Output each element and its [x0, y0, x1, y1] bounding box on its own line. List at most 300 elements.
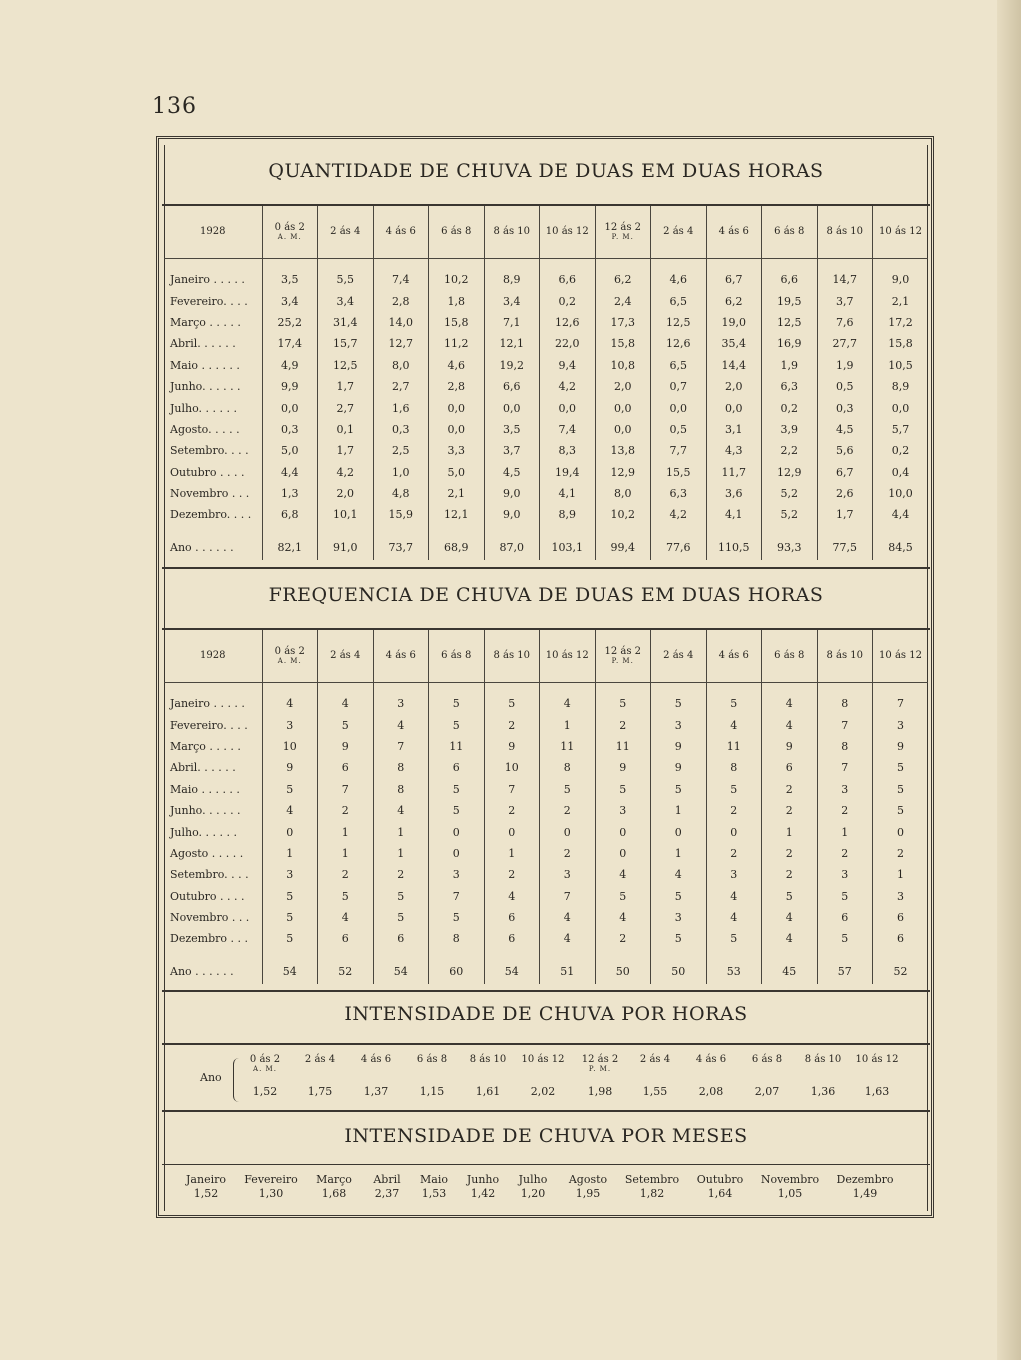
column-header — [595, 630, 651, 683]
intensity-hour-value: 2,08 — [698, 1085, 724, 1098]
data-cell: 2,0 — [706, 376, 762, 397]
data-cell: 0,0 — [873, 397, 929, 418]
data-cell: 9,0 — [484, 504, 540, 525]
data-cell: 7,1 — [484, 312, 540, 333]
data-cell: 3 — [540, 864, 596, 885]
data-cell: 4 — [318, 907, 374, 928]
data-cell: 0,2 — [762, 397, 818, 418]
data-cell: 10,8 — [595, 355, 651, 376]
data-cell: 2,4 — [595, 290, 651, 311]
data-cell: 4 — [484, 886, 540, 907]
data-cell: 0,0 — [484, 397, 540, 418]
data-cell: 9,9 — [262, 376, 318, 397]
data-cell: 1,7 — [318, 440, 374, 461]
intensity-month-value: 2,37 — [374, 1187, 400, 1200]
data-cell: 6 — [873, 907, 929, 928]
data-cell: 0,7 — [651, 376, 707, 397]
spacer-cell — [595, 526, 651, 536]
intensity-month-value: 1,53 — [421, 1187, 447, 1200]
data-cell: 5 — [429, 693, 485, 714]
data-cell: 0,0 — [429, 397, 485, 418]
column-header-label: 4 ás 6 — [718, 649, 749, 661]
data-cell: 19,5 — [762, 290, 818, 311]
data-cell: 5,6 — [817, 440, 873, 461]
divider — [162, 1164, 930, 1165]
header-row — [164, 206, 928, 259]
spacer-cell — [873, 950, 929, 960]
month-label: Junho. . . . . . — [170, 804, 241, 818]
data-cell: 4 — [762, 907, 818, 928]
data-cell: 4,8 — [373, 483, 429, 504]
data-cell: 0,1 — [318, 419, 374, 440]
intensity-month-label: Agosto — [568, 1173, 608, 1186]
intensity-hour-column — [237, 1054, 293, 1098]
data-cell: 5 — [651, 693, 707, 714]
data-cell: 4 — [762, 928, 818, 949]
total-cell: 52 — [873, 960, 929, 984]
spacer-cell — [318, 526, 374, 536]
data-cell: 5 — [873, 800, 929, 821]
data-cell: 6,7 — [706, 269, 762, 290]
data-cell: 0,0 — [540, 397, 596, 418]
table-row — [164, 928, 928, 949]
data-cell: 17,2 — [873, 312, 929, 333]
data-cell: 4,6 — [429, 355, 485, 376]
data-cell: 4 — [595, 864, 651, 885]
data-cell: 0 — [540, 821, 596, 842]
data-cell: 1 — [651, 800, 707, 821]
data-cell: 2 — [706, 843, 762, 864]
intensity-hour-sub — [795, 1065, 851, 1077]
data-cell: 5,0 — [262, 440, 318, 461]
divider — [162, 567, 930, 569]
data-cell: 3,4 — [318, 290, 374, 311]
data-cell: 3,5 — [262, 269, 318, 290]
month-label: Dezembro . . . — [170, 932, 248, 946]
data-cell: 5,2 — [762, 504, 818, 525]
month-label: Março . . . . . — [170, 739, 241, 753]
data-cell: 6 — [873, 928, 929, 949]
data-cell: 0 — [873, 821, 929, 842]
intensity-month-label: Abril — [373, 1173, 401, 1186]
column-header — [762, 630, 818, 683]
column-header-label: 2 ás 4 — [330, 649, 361, 661]
data-cell: 12,6 — [651, 333, 707, 354]
month-label: Outubro . . . . — [170, 465, 245, 479]
intensity-hour-sub: A. M. — [253, 1065, 277, 1073]
data-cell: 4 — [318, 693, 374, 714]
data-cell: 19,4 — [540, 462, 596, 483]
total-cell: 54 — [484, 960, 540, 984]
intensity-hour-column — [515, 1054, 571, 1098]
data-cell: 5 — [318, 886, 374, 907]
total-cell: 68,9 — [429, 536, 485, 560]
data-cell: 6 — [817, 907, 873, 928]
data-cell: 8,9 — [873, 376, 929, 397]
year-label: 1928 — [164, 206, 262, 259]
intensity-hour-value: 1,37 — [363, 1085, 389, 1098]
intensity-hour-label: 2 ás 4 — [639, 1054, 671, 1065]
data-cell: 4 — [706, 886, 762, 907]
data-cell: 4,2 — [651, 504, 707, 525]
intensity-hour-sub — [348, 1065, 404, 1077]
spacer-row — [164, 259, 928, 270]
data-cell: 2,8 — [429, 376, 485, 397]
total-row — [164, 960, 928, 984]
column-header — [817, 206, 873, 259]
data-cell: 4 — [262, 800, 318, 821]
data-cell: 4,6 — [651, 269, 707, 290]
data-cell: 2,7 — [373, 376, 429, 397]
data-cell: 3 — [651, 907, 707, 928]
data-cell: 4 — [540, 693, 596, 714]
data-cell: 5,7 — [873, 419, 929, 440]
data-cell: 4,5 — [817, 419, 873, 440]
data-cell: 3 — [373, 693, 429, 714]
data-cell: 4 — [651, 864, 707, 885]
data-cell: 0 — [706, 821, 762, 842]
data-cell: 3,9 — [762, 419, 818, 440]
data-cell: 5 — [429, 907, 485, 928]
table-row — [164, 714, 928, 735]
data-cell: 3 — [262, 714, 318, 735]
data-cell: 1 — [318, 843, 374, 864]
intensity-hour-column — [739, 1054, 795, 1098]
data-cell: 3,1 — [706, 419, 762, 440]
data-cell: 0 — [484, 821, 540, 842]
total-cell: 54 — [373, 960, 429, 984]
column-header — [540, 630, 596, 683]
data-cell: 8 — [540, 757, 596, 778]
intensity-hour-sub: P. M. — [588, 1065, 612, 1073]
data-cell: 2 — [762, 864, 818, 885]
data-cell: 8,0 — [595, 483, 651, 504]
column-header — [595, 206, 651, 259]
data-cell: 7 — [484, 779, 540, 800]
table-row — [164, 355, 928, 376]
total-row — [164, 536, 928, 560]
total-label: Ano . . . . . . — [170, 965, 234, 979]
data-cell: 6,3 — [762, 376, 818, 397]
data-cell: 7 — [873, 693, 929, 714]
column-header — [762, 206, 818, 259]
total-label: Ano . . . . . . — [170, 541, 234, 555]
total-cell: 45 — [762, 960, 818, 984]
data-cell: 4 — [540, 928, 596, 949]
intensity-month-label: Novembro — [760, 1173, 820, 1186]
data-cell: 4,3 — [706, 440, 762, 461]
divider — [162, 1110, 930, 1112]
data-cell: 3,4 — [262, 290, 318, 311]
spacer-cell — [262, 526, 318, 536]
intensity-hour-value: 1,63 — [864, 1085, 890, 1098]
data-cell: 14,7 — [817, 269, 873, 290]
data-cell: 2,0 — [595, 376, 651, 397]
data-cell: 0,2 — [540, 290, 596, 311]
data-cell: 3 — [873, 886, 929, 907]
data-cell: 10,0 — [873, 483, 929, 504]
table-row — [164, 419, 928, 440]
data-cell: 7 — [373, 736, 429, 757]
data-cell: 1 — [762, 821, 818, 842]
table-row — [164, 907, 928, 928]
data-cell: 3 — [595, 800, 651, 821]
spacer-cell — [373, 259, 429, 270]
data-cell: 15,9 — [373, 504, 429, 525]
data-cell: 16,9 — [762, 333, 818, 354]
data-cell: 0,3 — [262, 419, 318, 440]
data-cell: 4,4 — [262, 462, 318, 483]
data-cell: 5 — [318, 714, 374, 735]
data-cell: 5 — [651, 886, 707, 907]
column-header-label: 10 ás 12 — [545, 649, 589, 661]
data-cell: 6,5 — [651, 290, 707, 311]
column-header-label: 6 ás 8 — [441, 225, 472, 237]
column-header — [318, 630, 374, 683]
total-cell: 103,1 — [540, 536, 596, 560]
spacer-cell — [484, 950, 540, 960]
data-cell: 6,2 — [706, 290, 762, 311]
column-header — [706, 206, 762, 259]
data-cell: 11 — [595, 736, 651, 757]
column-header-label: 12 ás 2 — [604, 222, 642, 234]
total-cell: 51 — [540, 960, 596, 984]
data-cell: 6,5 — [651, 355, 707, 376]
intensity-hour-sub — [683, 1065, 739, 1077]
spacer-cell — [540, 950, 596, 960]
spacer-cell — [873, 259, 929, 270]
data-cell: 6,2 — [595, 269, 651, 290]
month-label: Maio . . . . . . — [170, 358, 240, 372]
data-cell: 7,4 — [540, 419, 596, 440]
column-header-label: 2 ás 4 — [330, 225, 361, 237]
intensity-hour-label: 10 ás 12 — [855, 1054, 899, 1065]
table-row — [164, 693, 928, 714]
intensity-hour-value: 1,55 — [642, 1085, 668, 1098]
data-cell: 2,1 — [429, 483, 485, 504]
data-cell: 5 — [373, 886, 429, 907]
data-cell: 0,0 — [595, 397, 651, 418]
data-cell: 2 — [373, 864, 429, 885]
intensity-month-value: 1,95 — [575, 1187, 601, 1200]
data-cell: 5 — [817, 886, 873, 907]
total-cell: 77,5 — [817, 536, 873, 560]
intensity-hour-column — [849, 1054, 905, 1098]
intensity-month-label: Janeiro — [186, 1173, 226, 1186]
column-header — [873, 206, 929, 259]
intensity-hour-label: 8 ás 10 — [469, 1054, 507, 1065]
data-cell: 5 — [873, 757, 929, 778]
intensity-month-value: 1,82 — [639, 1187, 665, 1200]
data-cell: 0 — [651, 821, 707, 842]
data-cell: 6 — [373, 928, 429, 949]
data-cell: 1,7 — [817, 504, 873, 525]
month-label: Outubro . . . . — [170, 889, 245, 903]
table-row — [164, 483, 928, 504]
data-cell: 3 — [873, 714, 929, 735]
data-cell: 1,3 — [262, 483, 318, 504]
data-cell: 6,6 — [484, 376, 540, 397]
data-cell: 12,9 — [595, 462, 651, 483]
table-row — [164, 504, 928, 525]
total-cell: 54 — [262, 960, 318, 984]
data-cell: 5 — [540, 779, 596, 800]
intensity-month-column — [831, 1173, 899, 1200]
data-cell: 11 — [429, 736, 485, 757]
spacer-cell — [484, 683, 540, 694]
column-header — [484, 630, 540, 683]
spacer-cell — [762, 683, 818, 694]
intensity-hour-label: 2 ás 4 — [304, 1054, 336, 1065]
data-cell: 0 — [262, 821, 318, 842]
data-cell: 7 — [540, 886, 596, 907]
data-cell: 5 — [373, 907, 429, 928]
column-header-label: 4 ás 6 — [385, 225, 416, 237]
spacer-cell — [373, 526, 429, 536]
month-label: Dezembro. . . . — [170, 508, 252, 522]
data-cell: 0,0 — [706, 397, 762, 418]
data-cell: 13,8 — [595, 440, 651, 461]
divider — [162, 990, 930, 992]
intensity-hour-sub — [627, 1065, 683, 1077]
data-cell: 4,4 — [873, 504, 929, 525]
column-header-label: 4 ás 6 — [385, 649, 416, 661]
table-row — [164, 376, 928, 397]
data-cell: 5 — [429, 800, 485, 821]
data-cell: 2,2 — [762, 440, 818, 461]
data-cell: 0 — [429, 843, 485, 864]
intensidade-horas-row-label: Ano — [200, 1071, 222, 1084]
data-cell: 7 — [817, 757, 873, 778]
column-header — [540, 206, 596, 259]
data-cell: 8,3 — [540, 440, 596, 461]
intensity-month-label: Julho — [518, 1173, 548, 1186]
data-cell: 8 — [373, 779, 429, 800]
column-header-label: 8 ás 10 — [826, 225, 864, 237]
data-cell: 2 — [318, 800, 374, 821]
intensity-month-label: Setembro — [624, 1173, 680, 1186]
intensity-hour-column — [292, 1054, 348, 1098]
data-cell: 11,2 — [429, 333, 485, 354]
data-cell: 2,8 — [373, 290, 429, 311]
data-cell: 7,6 — [817, 312, 873, 333]
data-cell: 15,8 — [595, 333, 651, 354]
column-header — [373, 206, 429, 259]
spacer-cell — [762, 950, 818, 960]
data-cell: 2 — [540, 843, 596, 864]
column-header — [429, 206, 485, 259]
month-label: Agosto. . . . . — [170, 422, 240, 436]
total-cell: 50 — [595, 960, 651, 984]
intensity-month-label: Fevereiro — [244, 1173, 298, 1186]
spacer-cell — [706, 950, 762, 960]
spacer-cell — [706, 259, 762, 270]
total-cell: 57 — [817, 960, 873, 984]
data-cell: 1 — [873, 864, 929, 885]
data-cell: 15,7 — [318, 333, 374, 354]
page-edge — [997, 0, 1021, 1360]
data-cell: 27,7 — [817, 333, 873, 354]
data-cell: 4 — [595, 907, 651, 928]
data-cell: 7 — [817, 714, 873, 735]
data-cell: 2,0 — [318, 483, 374, 504]
intensity-month-value: 1,68 — [321, 1187, 347, 1200]
data-cell: 5 — [262, 779, 318, 800]
data-cell: 5 — [262, 886, 318, 907]
data-cell: 0,5 — [651, 419, 707, 440]
data-cell: 12,5 — [651, 312, 707, 333]
intensity-hour-value: 1,75 — [307, 1085, 333, 1098]
data-cell: 12,1 — [429, 504, 485, 525]
spacer-cell — [429, 950, 485, 960]
column-header-label: 0 ás 2 — [274, 222, 305, 234]
data-cell: 5,5 — [318, 269, 374, 290]
intensity-hour-value: 1,61 — [475, 1085, 501, 1098]
spacer-cell — [706, 683, 762, 694]
intensity-month-column — [756, 1173, 824, 1200]
data-cell: 10,1 — [318, 504, 374, 525]
data-cell: 9 — [651, 736, 707, 757]
data-cell: 0,2 — [873, 440, 929, 461]
data-cell: 1 — [484, 843, 540, 864]
data-cell: 5 — [429, 714, 485, 735]
data-cell: 6 — [429, 757, 485, 778]
month-label: Janeiro . . . . . — [170, 273, 245, 287]
month-label: Julho. . . . . . — [170, 825, 237, 839]
data-cell: 17,3 — [595, 312, 651, 333]
intensity-hour-sub — [460, 1065, 516, 1077]
intensity-hour-column — [627, 1054, 683, 1098]
column-header — [262, 630, 318, 683]
spacer-row — [164, 526, 928, 536]
spacer-cell — [651, 950, 707, 960]
data-cell: 0,4 — [873, 462, 929, 483]
intensity-hour-value: 1,36 — [810, 1085, 836, 1098]
total-cell: 91,0 — [318, 536, 374, 560]
data-cell: 0 — [595, 843, 651, 864]
intensity-hour-label: 10 ás 12 — [521, 1054, 565, 1065]
quantidade-table — [164, 206, 928, 560]
spacer-cell — [262, 950, 318, 960]
data-cell: 3,4 — [484, 290, 540, 311]
data-cell: 7 — [429, 886, 485, 907]
data-cell: 15,8 — [873, 333, 929, 354]
data-cell: 19,0 — [706, 312, 762, 333]
data-cell: 5 — [262, 928, 318, 949]
intensity-hour-label: 12 ás 2 — [581, 1054, 619, 1065]
total-cell: 84,5 — [873, 536, 929, 560]
data-cell: 12,7 — [373, 333, 429, 354]
intensidade-meses-title: INTENSIDADE DE CHUVA POR MESES — [344, 1125, 748, 1147]
frequencia-title: FREQUENCIA DE CHUVA DE DUAS EM DUAS HORAS — [268, 584, 824, 606]
spacer-cell — [595, 683, 651, 694]
spacer-cell — [540, 526, 596, 536]
data-cell: 2,5 — [373, 440, 429, 461]
data-cell: 1,6 — [373, 397, 429, 418]
data-cell: 3 — [651, 714, 707, 735]
intensity-month-value: 1,30 — [258, 1187, 284, 1200]
table-row — [164, 397, 928, 418]
column-header — [429, 630, 485, 683]
column-header-label: 6 ás 8 — [441, 649, 472, 661]
data-cell: 3 — [817, 864, 873, 885]
spacer-cell — [873, 526, 929, 536]
data-cell: 12,9 — [762, 462, 818, 483]
spacer-cell — [164, 259, 262, 270]
data-cell: 1,9 — [817, 355, 873, 376]
intensity-hour-sub — [849, 1065, 905, 1077]
intensity-hour-sub — [292, 1065, 348, 1077]
